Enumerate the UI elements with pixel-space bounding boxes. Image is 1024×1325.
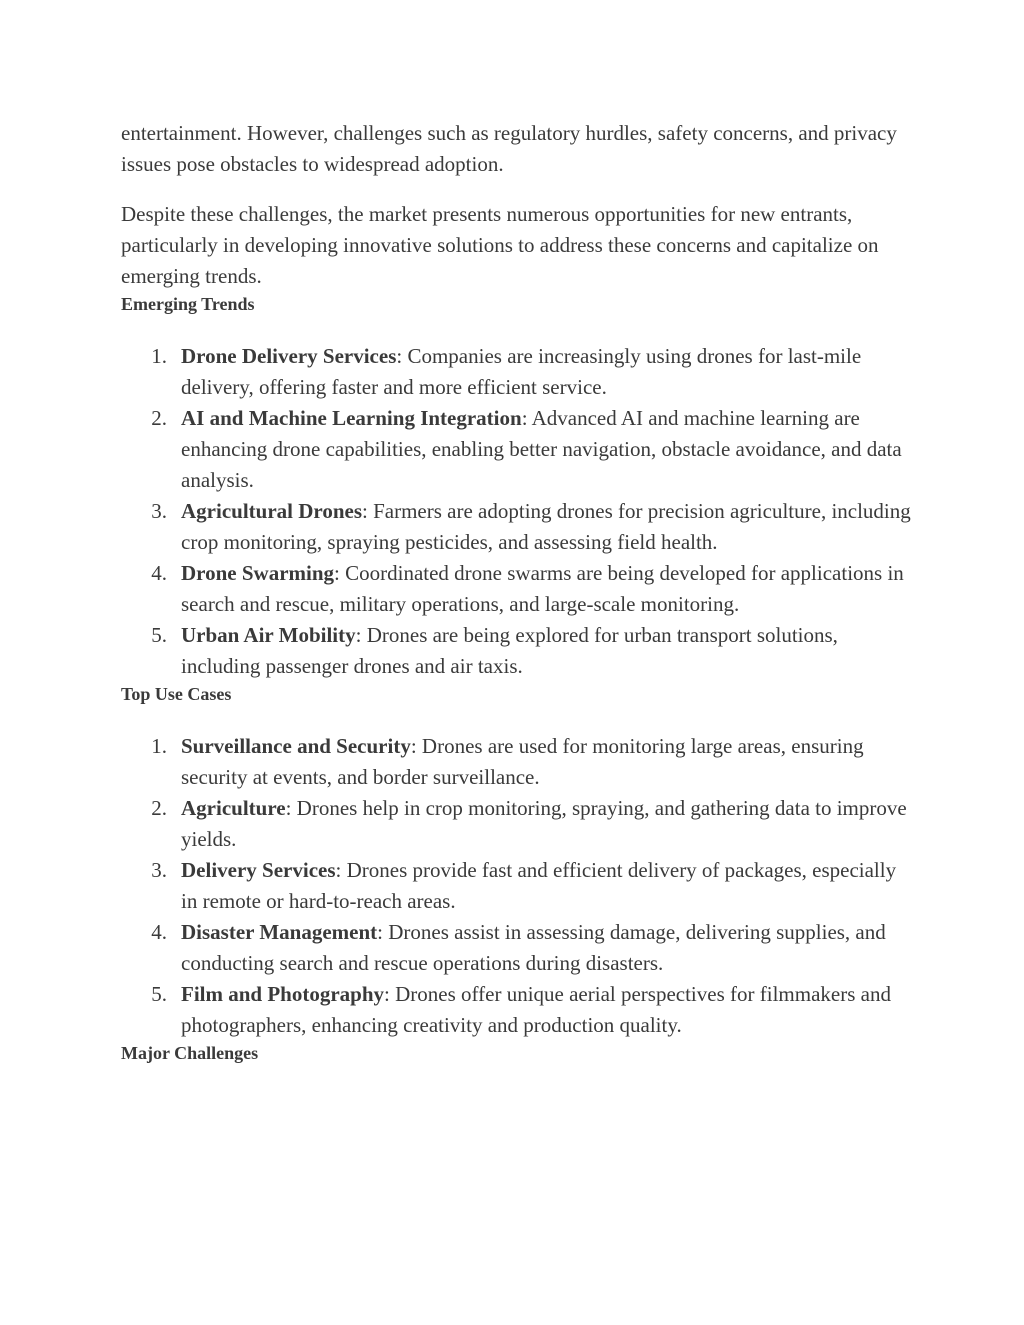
list-item-number: 3. [151, 499, 167, 523]
list-item-term: Urban Air Mobility [181, 623, 356, 647]
list-item [121, 341, 911, 403]
list-item-term: Agricultural Drones [181, 499, 363, 523]
top-use-cases-list [121, 731, 911, 1041]
list-item-term: Agriculture [181, 796, 286, 820]
heading-emerging-trends: Emerging Trends [121, 294, 255, 314]
list-item-number: 3. [151, 858, 167, 882]
list-item-description: : Drones assist in assessing damage, delivering supplies, and conducting search and rescue operations during disasters. [181, 920, 886, 975]
list-item [121, 979, 911, 1041]
paragraph-market-opportunities: Despite these challenges, the market presents numerous opportunities for new entrants, particularly in developing innovative solutions to address these concerns and capitalize on emerging trends. [121, 202, 879, 288]
list-item-term: Drone Swarming [181, 561, 335, 585]
list-item-number: 5. [151, 982, 167, 1006]
list-item-number: 5. [151, 623, 167, 647]
list-item-description: : Advanced AI and machine learning are enhancing drone capabilities, enabling better navigation, obstacle avoidance, and data analysis. [181, 406, 902, 492]
list-item-description: : Companies are increasingly using drones for last-mile delivery, offering faster and more efficient service. [181, 344, 862, 399]
list-item [121, 403, 911, 496]
list-item-description: : Drones are being explored for urban transport solutions, including passenger drones and air taxis. [181, 623, 838, 678]
list-item-number: 2. [151, 796, 167, 820]
list-item-number: 1. [151, 734, 167, 758]
list-item-description: : Drones provide fast and efficient delivery of packages, especially in remote or hard-to-reach areas. [181, 858, 897, 913]
list-item-term: AI and Machine Learning Integration [181, 406, 522, 430]
list-item [121, 917, 911, 979]
list-item [121, 855, 911, 917]
list-item-term: Disaster Management [181, 920, 378, 944]
list-item-term: Film and Photography [181, 982, 385, 1006]
list-item [121, 731, 911, 793]
list-item-term: Drone Delivery Services [181, 344, 397, 368]
list-item [121, 793, 911, 855]
list-item-term: Surveillance and Security [181, 734, 411, 758]
list-item-term: Delivery Services [181, 858, 336, 882]
document-content [121, 118, 911, 1065]
list-item-description: : Drones help in crop monitoring, spraying, and gathering data to improve yields. [181, 796, 907, 851]
list-item-description: : Drones offer unique aerial perspectives for filmmakers and photographers, enhancing creativity and production quality. [181, 982, 891, 1037]
heading-major-challenges: Major Challenges [121, 1043, 259, 1063]
heading-top-use-cases: Top Use Cases [121, 684, 232, 704]
list-item-description: : Drones are used for monitoring large areas, ensuring security at events, and border surveillance. [181, 734, 864, 789]
list-item-number: 2. [151, 406, 167, 430]
paragraph-adoption-challenges: entertainment. However, challenges such as regulatory hurdles, safety concerns, and privacy issues pose obstacles to widespread adoption. [121, 121, 897, 176]
list-item-number: 1. [151, 344, 167, 368]
list-item-number: 4. [151, 561, 167, 585]
list-item-description: : Farmers are adopting drones for precision agriculture, including crop monitoring, spraying pesticides, and assessing field health. [181, 499, 911, 554]
list-item-description: : Coordinated drone swarms are being developed for applications in search and rescue, military operations, and large-scale monitoring. [181, 561, 904, 616]
list-item [121, 620, 911, 682]
list-item-number: 4. [151, 920, 167, 944]
list-item [121, 558, 911, 620]
emerging-trends-list [121, 341, 911, 682]
list-item [121, 496, 911, 558]
